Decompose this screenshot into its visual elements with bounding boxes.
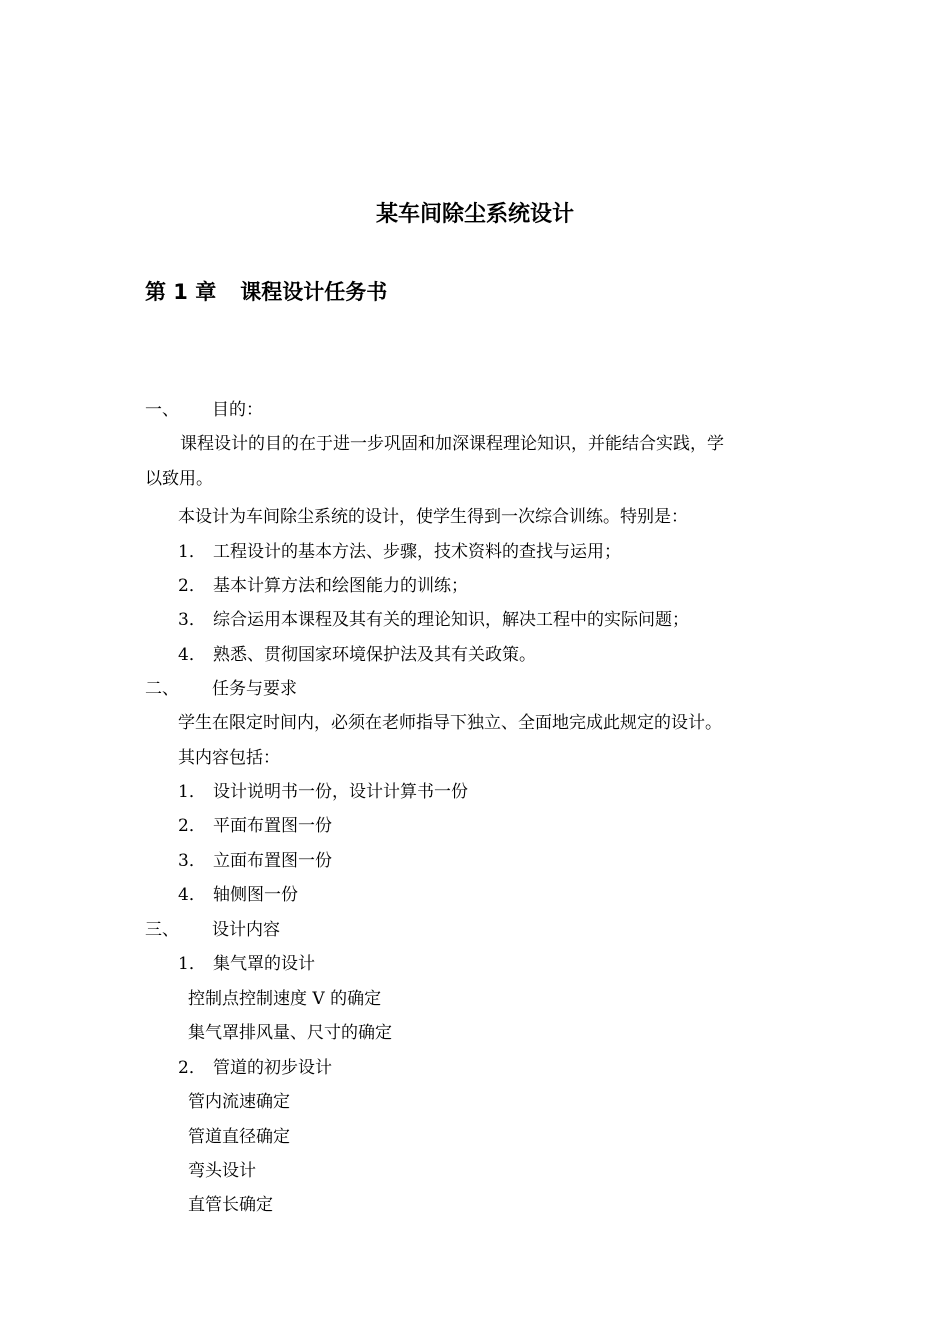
list-number: 1． [178, 782, 206, 802]
list-text: 综合运用本课程及其有关的理论知识，解决工程中的实际问题； [213, 610, 689, 630]
chapter-heading [145, 277, 387, 307]
sub-item: 控制点控制速度 V 的确定 [188, 989, 382, 1009]
chapter-number: 第 1 章 [145, 280, 217, 304]
list-item [178, 540, 621, 564]
list-number: 4． [178, 645, 206, 665]
list-number: 3． [178, 610, 206, 630]
list-number: 2． [178, 576, 206, 596]
section-number: 三、 [145, 920, 179, 940]
section-title: 目的： [212, 400, 263, 420]
section-title: 设计内容 [212, 920, 280, 940]
list-number: 1． [178, 954, 206, 974]
sub-item: 管内流速确定 [188, 1092, 290, 1112]
paragraph: 本设计为车间除尘系统的设计，使学生得到一次综合训练。特别是： [178, 507, 688, 527]
sub-item: 弯头设计 [188, 1161, 256, 1181]
sub-item: 集气罩排风量、尺寸的确定 [188, 1023, 392, 1043]
list-number: 3． [178, 851, 206, 871]
list-number: 2． [178, 1058, 206, 1078]
section-number: 一、 [145, 400, 179, 420]
section-heading [145, 677, 297, 701]
paragraph: 学生在限定时间内，必须在老师指导下独立、全面地完成此规定的设计。 [178, 713, 722, 733]
sub-item: 管道直径确定 [188, 1127, 290, 1147]
paragraph-line: 以致用。 [145, 469, 213, 489]
list-text: 设计说明书一份，设计计算书一份 [213, 782, 468, 802]
list-item [178, 574, 468, 598]
list-text: 基本计算方法和绘图能力的训练； [213, 576, 468, 596]
list-text: 工程设计的基本方法、步骤，技术资料的查找与运用； [213, 542, 621, 562]
list-text: 立面布置图一份 [213, 851, 332, 871]
list-text: 平面布置图一份 [213, 816, 332, 836]
list-number: 2． [178, 816, 206, 836]
paragraph-line: 课程设计的目的在于进一步巩固和加深课程理论知识，并能结合实践，学 [180, 434, 724, 454]
section-heading [145, 398, 263, 422]
list-text: 轴侧图一份 [213, 885, 298, 905]
section-heading [145, 918, 280, 942]
chapter-title: 课程设计任务书 [240, 280, 388, 304]
section-number: 二、 [145, 679, 179, 699]
list-item [178, 608, 689, 632]
paragraph: 其内容包括： [178, 748, 280, 768]
list-number: 4． [178, 885, 206, 905]
list-item [178, 643, 536, 667]
list-item [178, 849, 332, 873]
list-number: 1． [178, 542, 206, 562]
list-item [178, 1056, 332, 1080]
list-item [178, 814, 332, 838]
list-text: 管道的初步设计 [213, 1058, 332, 1078]
document-title: 某车间除尘系统设计 [375, 202, 574, 227]
section-title: 任务与要求 [212, 679, 297, 699]
list-item [178, 883, 298, 907]
list-item [178, 952, 315, 976]
list-text: 集气罩的设计 [213, 954, 315, 974]
list-text: 熟悉、贯彻国家环境保护法及其有关政策。 [213, 645, 536, 665]
sub-item: 直管长确定 [188, 1195, 273, 1215]
list-item [178, 780, 468, 804]
